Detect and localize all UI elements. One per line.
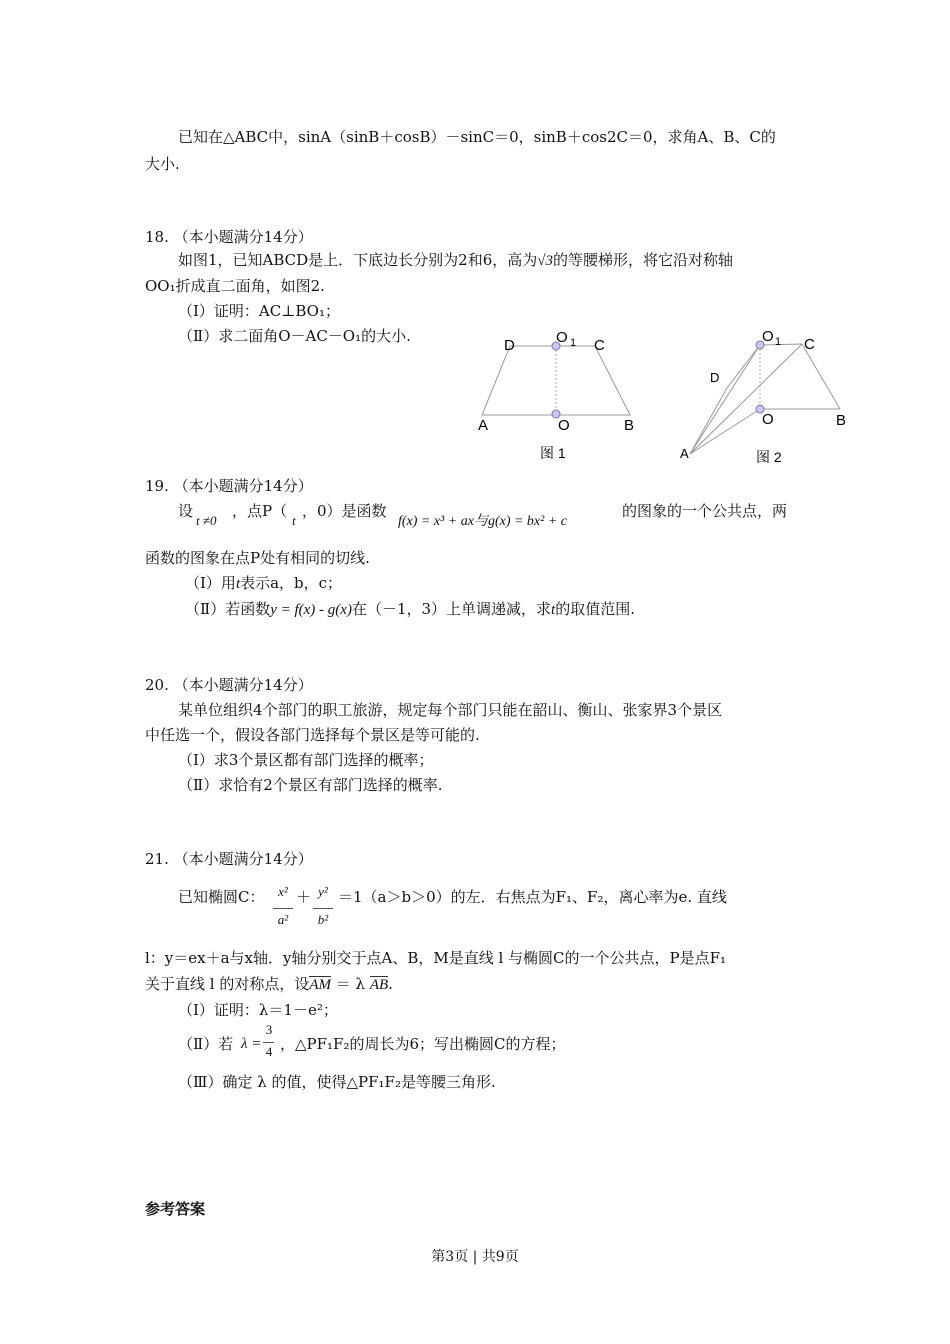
fig2-label-b: B [836,412,847,429]
q19-line2: 函数的图象在点P处有相同的切线. [145,549,370,567]
q21-line3 [145,973,393,996]
q18-line1a: 如图1，已知ABCD是上．下底边长分别为2和6，高为 [178,251,538,269]
q21-vec-ab: AB [369,977,389,993]
fig1-label-d: D [504,337,515,354]
q21-eqlam: ＝ λ [331,975,370,993]
q20-line1: 某单位组织4个部门的职工旅游，规定每个部门只能在韶山、衡山、张家界3个景区 [178,701,723,719]
q19-mid2: ，0）是函数 [302,502,387,520]
q21-plus: ＋ [296,888,312,906]
q21-vec-am: AM [309,977,332,993]
q19-p1t: t [235,576,241,592]
q21-fracline-2 [313,908,333,909]
q21-line3a: 关于直线 l 的对称点，设 [145,975,310,993]
q19-p1b: 表示a，b，c； [240,574,343,592]
fig2-label-o1: O [762,328,774,345]
q21-p2a: （Ⅱ）若 [178,1035,234,1053]
q21-fracline-1 [273,908,293,909]
q19-header: 19. （本小题满分14分） [145,477,313,495]
fig1-caption: 图 1 [540,445,566,461]
q19-p2f: y = f(x) - g(x) [270,602,352,618]
q19-tail: 的图象的一个公共点，两 [622,502,788,520]
q21-pre: 已知椭圆C： [178,888,265,906]
page-footer: 第3页 | 共9页 [431,1249,519,1265]
q21-line3b: . [388,975,393,993]
q21-x2: x² [278,884,288,899]
q20-line2: 中任选一个，假设各部门选择每个景区是等可能的. [145,726,480,744]
q19-she: 设 [178,502,194,520]
fig1-label-c: C [594,337,605,354]
q20-part2: （Ⅱ）求恰有2个景区有部门选择的概率. [178,776,443,794]
fig1-label-a: A [478,417,489,434]
fig2-caption: 图 2 [756,449,782,465]
figure-2-folded [670,320,860,470]
q21-y2: y² [318,884,328,899]
q21-num: 3 [265,1022,273,1037]
q21-part1: （Ⅰ）证明：λ＝1－e²； [178,1001,338,1019]
fig2-label-c: C [804,336,815,353]
q18-line1b: 的等腰梯形，将它沿对称轴 [553,251,734,269]
q19-t-neq-0: t ≠0 [196,513,217,528]
q19-p2c: 的取值范围. [555,600,635,618]
q19-p2a: （Ⅱ）若函数 [185,600,271,618]
q20-header: 20. （本小题满分14分） [145,676,313,694]
q18-part1: （Ⅰ）证明：AC⊥BO₁； [178,302,340,320]
q21-fracline-3 [263,1042,274,1043]
figure-1-trapezoid [470,325,650,465]
q21-header: 21. （本小题满分14分） [145,850,313,868]
q19-p1a: （Ⅰ）用 [185,574,236,592]
fig1-label-o1: O [556,329,568,346]
q18-line1 [178,249,733,272]
q21-part3: （Ⅲ）确定 λ 的值，使得△PF₁F₂是等腰三角形. [178,1073,496,1091]
q21-b2: b² [317,912,329,927]
fig2-label-o: O [762,411,774,428]
q18-part2: （Ⅱ）求二面角O－AC－O₁的大小. [178,327,411,345]
q17-line2: 大小. [145,155,180,173]
q17-line1: 已知在△ABC中，sinA（sinB＋cosB）－sinC＝0，sinB＋cos2C＝0，求角A、B、C的 [178,128,776,146]
q19-part2 [185,598,635,621]
fig2-label-o1-sub: 1 [775,336,782,348]
fig2-label-d: D [710,370,720,385]
q19-part1 [185,572,342,595]
q21-a2: a² [277,912,289,927]
fig2-label-a: A [680,446,689,461]
q21-p2b: ，△PF₁F₂的周长为6；写出椭圆C的方程； [280,1035,566,1053]
answer-heading: 参考答案 [145,1200,206,1218]
q18-sqrt: √3 [537,253,554,269]
q21-post: ＝1（a＞b＞0）的左．右焦点为F₁、F₂，离心率为e. 直线 [338,888,727,906]
q19-p2b: 在（－1，3）上单调递减，求 [351,600,552,618]
fig1-label-o: O [558,417,570,434]
q21-den: 4 [265,1044,273,1059]
q19-p2t: t [551,602,556,618]
q19-mid1: ，点P（ [232,502,288,520]
q18-header: 18. （本小题满分14分） [145,228,313,246]
q21-line2: l：y＝ex＋a与x轴．y轴分别交于点A、B，M是直线 l 与椭圆C的一个公共点，P是点F₁ [145,949,727,967]
q21-lambda: λ = [241,1036,262,1052]
q18-line2: OO₁折成直二面角，如图2. [145,277,325,295]
fig1-label-b: B [624,417,635,434]
q19-t1: t [292,513,296,528]
q19-functions: f(x) = x³ + ax与g(x) = bx² + c [398,514,568,529]
fig1-label-o1-sub: 1 [570,337,577,349]
q20-part1: （Ⅰ）求3个景区都有部门选择的概率； [178,751,434,769]
